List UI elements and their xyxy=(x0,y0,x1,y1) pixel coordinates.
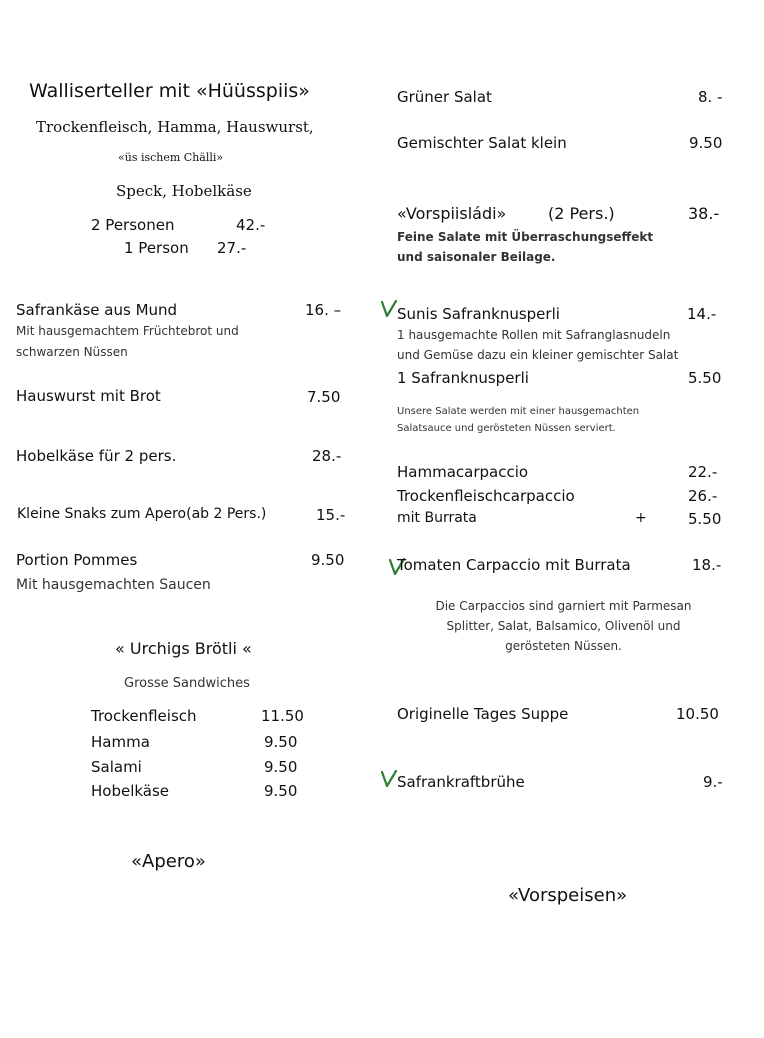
vorspiis-price: 38.- xyxy=(688,204,720,223)
broetli-row-price: 9.50 xyxy=(264,733,298,751)
section-label-apero: «Apero» xyxy=(131,851,206,872)
carpaccio-note: Die Carpaccios sind garniert mit Parmesan xyxy=(435,599,692,613)
broetli-row-label: Hobelkäse xyxy=(91,782,170,800)
menu-item-name: Portion Pommes xyxy=(16,551,138,569)
menu-item-price: 14.- xyxy=(687,305,717,323)
menu-item-name: Sunis Safranknusperli xyxy=(397,305,560,323)
menu-item-price: 8. - xyxy=(698,88,723,106)
price-row-value: 42.- xyxy=(236,216,266,234)
menu-item-price: 16. – xyxy=(305,301,342,319)
menu-item-price: 9.50 xyxy=(311,551,345,569)
menu-item-name: Originelle Tages Suppe xyxy=(397,705,569,723)
burrata-plus: + xyxy=(635,510,647,526)
broetli-row-label: Trockenfleisch xyxy=(91,707,197,725)
walliserteller-title: Walliserteller mit «Hüüsspiis» xyxy=(29,80,310,102)
vegetarian-icon xyxy=(381,770,397,788)
burrata-price: 5.50 xyxy=(688,510,722,528)
menu-item-price: 10.50 xyxy=(676,705,719,723)
menu-item-name: Tomaten Carpaccio mit Burrata xyxy=(397,556,631,574)
menu-item-name: Kleine Snaks zum Apero(ab 2 Pers.) xyxy=(17,506,267,522)
menu-item-name: Trockenfleischcarpaccio xyxy=(397,487,575,505)
vorspiis-persons: (2 Pers.) xyxy=(548,204,615,223)
broetli-row-price: 9.50 xyxy=(264,782,298,800)
menu-item-name: 1 Safranknusperli xyxy=(397,369,529,387)
menu-item-price: 9.- xyxy=(703,773,723,791)
carpaccio-note: Splitter, Salat, Balsamico, Olivenöl und xyxy=(446,619,681,633)
walliserteller-line2: «üs ischem Chälli» xyxy=(118,151,224,164)
price-row-label: 2 Personen xyxy=(91,216,175,234)
menu-item-name: Hauswurst mit Brot xyxy=(16,387,161,405)
walliserteller-line1: Trockenfleisch, Hamma, Hauswurst, xyxy=(36,118,314,136)
carpaccio-note: gerösteten Nüssen. xyxy=(505,639,622,653)
menu-item-price: 7.50 xyxy=(307,388,341,406)
walliserteller-line3: Speck, Hobelkäse xyxy=(116,182,252,200)
salad-note: Salatsauce und gerösteten Nüssen serviert. xyxy=(397,423,616,434)
menu-item-price: 9.50 xyxy=(689,134,723,152)
salad-note: Unsere Salate werden mit einer hausgemachten xyxy=(397,406,640,417)
broetli-row-label: Hamma xyxy=(91,733,150,751)
price-row-value: 27.- xyxy=(217,239,247,257)
menu-item-desc: und Gemüse dazu ein kleiner gemischter Salat xyxy=(397,348,679,362)
broetli-title: « Urchigs Brötli « xyxy=(115,639,252,658)
menu-item-name: Hobelkäse für 2 pers. xyxy=(16,447,177,465)
price-row-label: 1 Person xyxy=(124,239,189,257)
broetli-row-price: 9.50 xyxy=(264,758,298,776)
menu-item-name: Grüner Salat xyxy=(397,88,492,106)
menu-item-price: 18.- xyxy=(692,556,722,574)
vorspiis-name: «Vorspiisládi» xyxy=(397,204,507,223)
vorspiis-desc: und saisonaler Beilage. xyxy=(397,250,556,264)
menu-item-desc: Mit hausgemachten Saucen xyxy=(16,577,211,593)
menu-item-name: Safrankraftbrühe xyxy=(397,773,525,791)
broetli-row-label: Salami xyxy=(91,758,142,776)
menu-item-name: Gemischter Salat klein xyxy=(397,134,567,152)
vegetarian-icon xyxy=(381,300,397,318)
menu-item-price: 15.- xyxy=(316,506,346,524)
burrata-addon: mit Burrata xyxy=(397,510,477,526)
menu-item-desc: Mit hausgemachtem Früchtebrot und xyxy=(16,324,239,338)
section-label-vorspeisen: «Vorspeisen» xyxy=(508,885,628,906)
menu-item-desc: 1 hausgemachte Rollen mit Safranglasnudeln xyxy=(397,328,671,342)
menu-item-name: Safrankäse aus Mund xyxy=(16,301,178,319)
menu-item-desc: schwarzen Nüssen xyxy=(16,345,128,359)
broetli-subtitle: Grosse Sandwiches xyxy=(124,676,250,691)
menu-item-price: 28.- xyxy=(312,447,342,465)
menu-item-price: 22.- xyxy=(688,463,718,481)
vorspiis-desc: Feine Salate mit Überraschungseffekt xyxy=(397,230,654,244)
menu-item-name: Hammacarpaccio xyxy=(397,463,529,481)
broetli-row-price: 11.50 xyxy=(261,707,304,725)
menu-item-price: 5.50 xyxy=(688,369,722,387)
menu-item-price: 26.- xyxy=(688,487,718,505)
